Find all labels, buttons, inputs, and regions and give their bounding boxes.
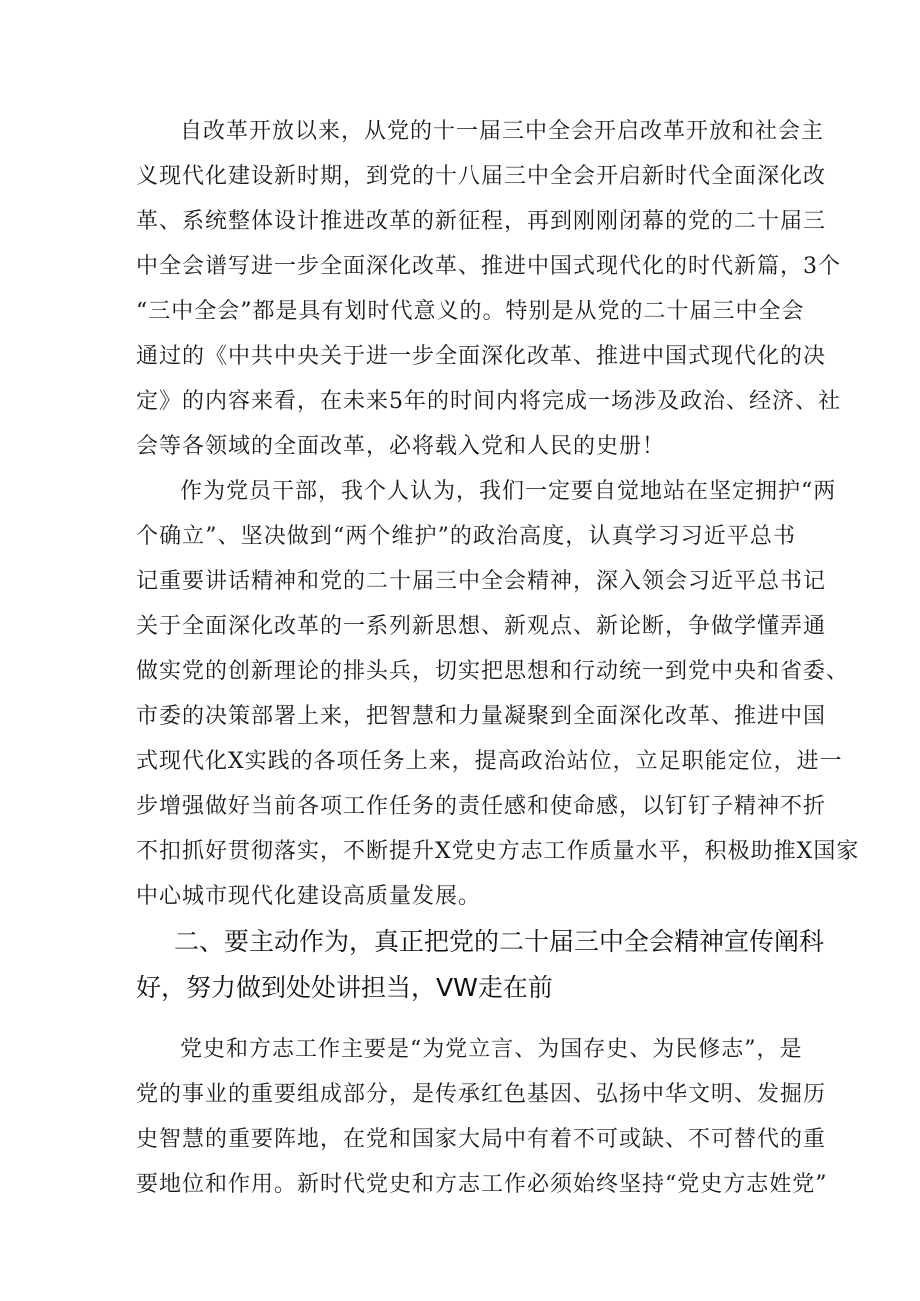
paragraph-line: 定》的内容来看，在未来5年的时间内将完成一场涉及政治、经济、社: [136, 389, 841, 414]
paragraph-line: 式现代化X实践的各项任务上来，提高政治站位，立足职能定位，进一: [136, 749, 843, 774]
paragraph-line: 义现代化建设新时期，到党的十八届三中全会开启新时代全面深化改: [136, 164, 827, 189]
paragraph-line: 要地位和作用。新时代党史和方志工作必须始终坚持“党史方志姓党”: [136, 1172, 828, 1197]
paragraph-line: 党史和方志工作主要是“为党立言、为国存史、为民修志”，是: [180, 1037, 803, 1062]
paragraph-line: 记重要讲话精神和党的二十届三中全会精神，深入领会习近平总书记: [136, 569, 827, 594]
paragraph-line: 中全会谱写进一步全面深化改革、推进中国式现代化的时代新篇，3个: [136, 254, 841, 279]
paragraph-line: “三中全会”都是具有划时代意义的。特别是从党的二十届三中全会: [136, 299, 805, 324]
paragraph-line: 做实党的创新理论的排头兵，切实把思想和行动统一到党中央和省委、: [136, 659, 850, 684]
heading-line: 好，努力做到处处讲担当，VW走在前: [136, 973, 553, 1002]
paragraph-line: 不扣抓好贯彻落实，不断提升X党史方志工作质量水平，积极助推X国家: [136, 839, 860, 864]
heading-line: 二、要主动作为，真正把党的二十届三中全会精神宣传阐科: [174, 927, 825, 956]
paragraph-line: 作为党员干部，我个人认为，我们一定要自觉地站在坚定拥护“两: [180, 479, 837, 504]
paragraph-line: 史智慧的重要阵地，在党和国家大局中有着不可或缺、不可替代的重: [136, 1127, 827, 1152]
paragraph-line: 会等各领域的全面改革，必将载入党和人民的史册！: [136, 434, 666, 459]
paragraph-line: 党的事业的重要组成部分，是传承红色基因、弘扬中华文明、发掘历: [136, 1082, 827, 1107]
paragraph-line: 通过的《中共中央关于进一步全面深化改革、推进中国式现代化的决: [136, 344, 827, 369]
paragraph-line: 个确立”、坚决做到“两个维护”的政治高度，认真学习习近平总书: [136, 524, 796, 549]
paragraph-line: 中心城市现代化建设高质量发展。: [136, 884, 482, 909]
paragraph-line: 革、系统整体设计推进改革的新征程，再到刚刚闭幕的党的二十届三: [136, 209, 827, 234]
paragraph-line: 市委的决策部署上来，把智慧和力量凝聚到全面深化改革、推进中国: [136, 704, 827, 729]
paragraph-line: 步增强做好当前各项工作任务的责任感和使命感，以钉钉子精神不折: [136, 794, 827, 819]
paragraph-line: 自改革开放以来，从党的十一届三中全会开启改革开放和社会主: [180, 119, 825, 144]
paragraph-line: 关于全面深化改革的一系列新思想、新观点、新论断，争做学懂弄通: [136, 614, 827, 639]
